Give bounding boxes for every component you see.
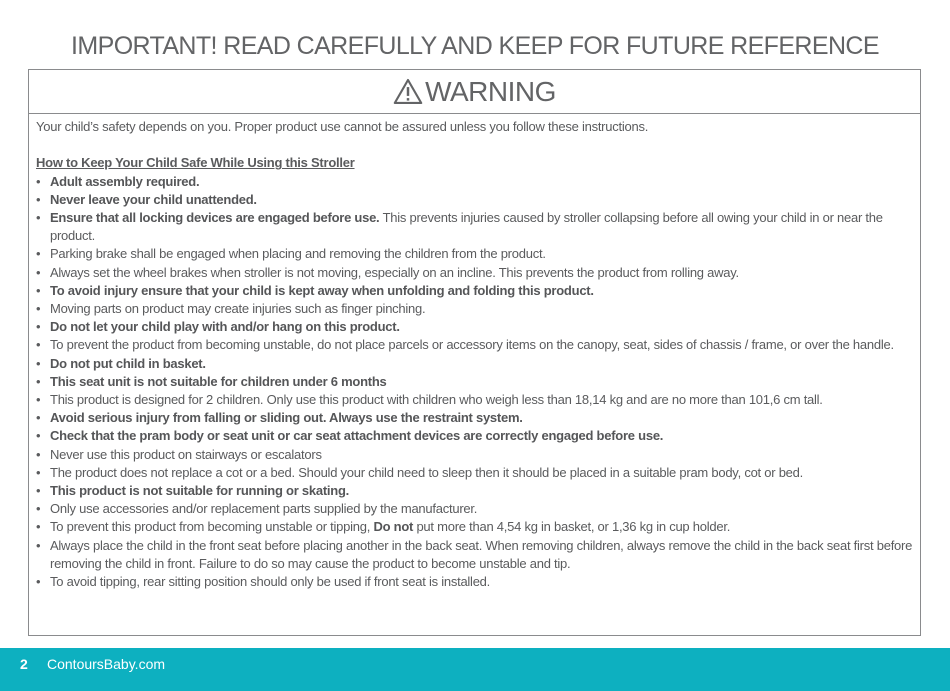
- bold-text: This product is not suitable for running or skating.: [50, 483, 350, 499]
- text: Never use this product on stairways or escalators: [50, 446, 322, 462]
- text: Parking brake shall be engaged when placing and removing the children from the product.: [50, 246, 546, 262]
- footer-bar: [0, 648, 950, 691]
- bold-text: Do not let your child play with and/or hang on this product.: [50, 319, 400, 335]
- text: tall.: [803, 392, 823, 408]
- list-item-line: [50, 246, 546, 261]
- section-heading: How to Keep Your Child Safe While Using this Stroller: [36, 155, 355, 171]
- list-item: [36, 391, 913, 409]
- list-item-line: [50, 356, 206, 371]
- list-item-line: [50, 410, 523, 425]
- list-item: [36, 464, 913, 482]
- text: Moving parts on product may create injuries such as finger pinching.: [50, 301, 426, 317]
- text: Always place the child in the front seat before placing another in the back seat. When removing children, always remove the child in the: [50, 537, 794, 553]
- list-item-line: [50, 574, 490, 589]
- list-item: [36, 373, 913, 391]
- text: Only use accessories and/or replacement parts supplied by the manufacturer.: [50, 501, 478, 517]
- list-item: [36, 300, 913, 318]
- text: over the handle.: [804, 337, 894, 353]
- list-item: [36, 446, 913, 464]
- text: back seat first before removing the child in front. Failure to do so may cause the product to become unstable and tip.: [50, 537, 913, 571]
- list-item: [36, 409, 913, 427]
- warning-label: WARNING: [425, 75, 556, 107]
- list-item-line: [50, 192, 257, 207]
- bold-text: Do not put child in basket.: [50, 355, 206, 371]
- list-item-line: [50, 174, 199, 189]
- list-item: [36, 282, 913, 300]
- bold-text: Never leave your child unattended.: [50, 191, 257, 207]
- intro-text: Your child’s safety depends on you. Proper product use cannot be assured unless you follow these instructions.: [36, 119, 649, 134]
- list-item: [36, 537, 913, 573]
- list-item-line: [50, 501, 477, 516]
- warning-body: [36, 118, 913, 591]
- list-item: [36, 336, 913, 354]
- list-item-line: [50, 374, 387, 389]
- warning-list: [36, 173, 913, 592]
- list-item: [36, 318, 913, 336]
- bold-text: This seat unit is not suitable for children under 6 months: [50, 373, 387, 389]
- list-item-line: [50, 319, 400, 334]
- text: To prevent this product from becoming unstable or tipping,: [50, 519, 374, 535]
- list-item-line: [50, 301, 425, 316]
- warning-header: [29, 70, 920, 114]
- text: This product is designed for 2 children. Only use this product with children who weigh less than 18,14 kg and are no more than 101,6 cm: [50, 392, 801, 408]
- warning-box: [28, 69, 921, 636]
- text: Always set the wheel brakes when stroller is not moving, especially on an incline. This prevents the product from rolling away.: [50, 264, 739, 280]
- bold-text: Check that the pram body or seat unit or car seat attachment devices are correctly engaged before use.: [50, 428, 664, 444]
- list-item: [36, 482, 913, 500]
- text: or near the product.: [50, 210, 883, 244]
- list-item-line: [50, 447, 322, 462]
- list-item-line: [50, 519, 730, 534]
- list-item-line: [50, 538, 794, 553]
- list-item: [36, 191, 913, 209]
- page-title: IMPORTANT! READ CAREFULLY AND KEEP FOR FUTURE REFERENCE: [71, 32, 879, 60]
- list-item-line: [804, 392, 823, 407]
- list-item-line: [50, 337, 801, 352]
- page-number: 2: [20, 656, 28, 672]
- list-item: [36, 264, 913, 282]
- list-item: [36, 500, 913, 518]
- text: This prevents injuries caused by stroller collapsing before all owing your child in: [379, 210, 820, 225]
- list-item: [36, 209, 913, 245]
- bold-text: Ensure that all locking devices are engaged before use.: [50, 210, 380, 225]
- list-item-line: [50, 483, 349, 498]
- list-item-line: [50, 283, 594, 298]
- list-item-line: [50, 428, 663, 443]
- bold-text: Adult assembly required.: [50, 173, 200, 189]
- list-item: [36, 245, 913, 263]
- list-item-line: [50, 392, 800, 407]
- website-link: ContoursBaby.com: [47, 656, 166, 672]
- text: put more than 4,54 kg in basket, or 1,36 kg in cup holder.: [413, 519, 731, 535]
- list-item: [36, 427, 913, 445]
- list-item: [36, 355, 913, 373]
- text: To prevent the product from becoming unstable, do not place parcels or accessory items on the canopy, seat, sides of chassis / frame, or: [50, 337, 802, 353]
- list-item: [36, 173, 913, 191]
- list-item-line: [50, 465, 803, 480]
- list-item-line: [805, 337, 894, 352]
- text: The product does not replace a cot or a bed. Should your child need to sleep then it should be placed in a suitable pram body, cot or bed.: [50, 464, 803, 480]
- list-item-line: [50, 210, 819, 225]
- bold-text: To avoid injury ensure that your child is kept away when unfolding and folding this product.: [50, 282, 594, 298]
- text: To avoid tipping, rear sitting position should only be used if front seat is installed.: [50, 574, 491, 590]
- list-item-line: [50, 265, 739, 280]
- list-item: [36, 573, 913, 591]
- bold-text: Avoid serious injury from falling or sliding out. Always use the restraint system.: [50, 410, 523, 426]
- warning-triangle-icon: [393, 78, 423, 105]
- bold-text: Do not: [373, 519, 414, 535]
- list-item: [36, 518, 913, 536]
